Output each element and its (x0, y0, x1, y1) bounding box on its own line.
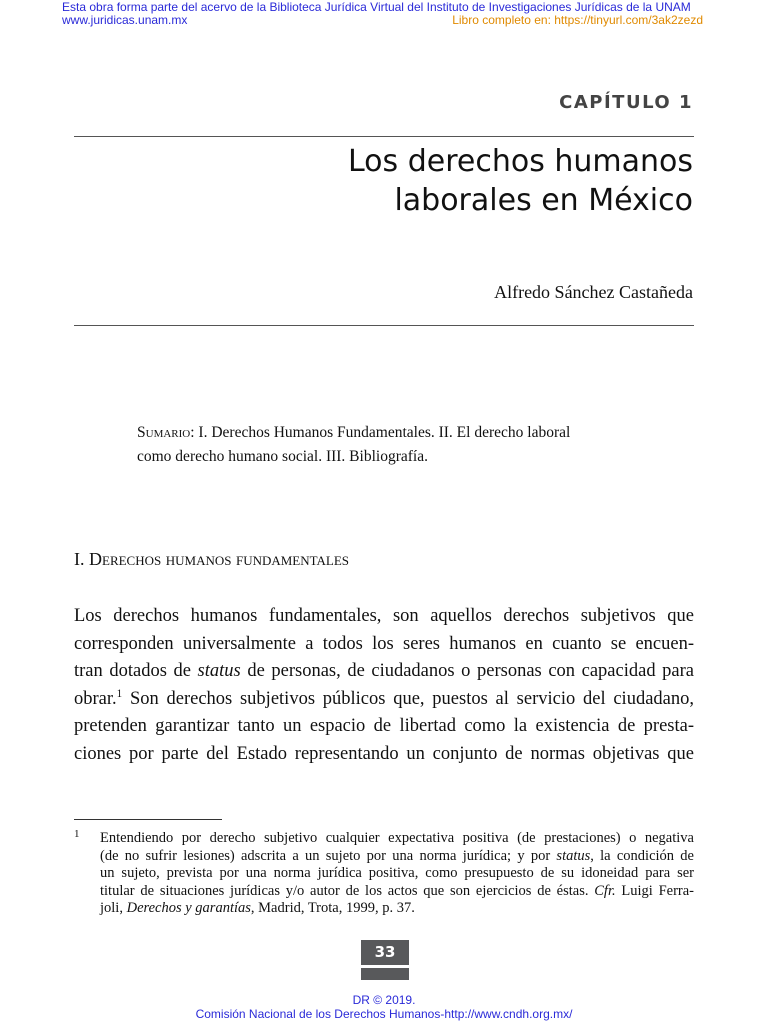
footnote-number: 1 (74, 828, 80, 840)
body-line: pretenden garantizar tanto un espacio de libertad como la existencia de presta- (74, 716, 694, 736)
body-line: ciones por parte del Estado representando un conjunto de normas objetivas que (74, 743, 694, 764)
body-line (74, 686, 694, 714)
summary-line-2: como derecho humano social. III. Bibliografía. (137, 448, 428, 465)
title-bottom-rule (74, 325, 694, 326)
footer-link[interactable]: Comisión Nacional de los Derechos Humanos-http://www.cndh.org.mx/ (195, 1007, 573, 1021)
body-text-run: de personas, de ciudadanos o personas con capacidad para (240, 661, 694, 681)
summary (137, 421, 657, 469)
footnote-italic: status (556, 847, 591, 864)
section-heading (74, 549, 349, 570)
footnote-line: Entendiendo por derecho subjetivo cualquier expectativa positiva (de prestaciones) o negativa (100, 830, 694, 846)
body-text-run: tran dotados de (74, 661, 198, 681)
body-line: Los derechos humanos fundamentales, son aquellos derechos subjetivos que (74, 606, 694, 626)
body-italic-status: status (197, 661, 241, 681)
title-top-rule (74, 136, 694, 137)
footnote-text-run: joli, (100, 900, 127, 916)
body-paragraph (74, 603, 694, 768)
footnote-italic: Derechos y garantías (126, 900, 251, 916)
author-name: Alfredo Sánchez Castañeda (494, 282, 693, 302)
page-number: 33 (374, 943, 396, 961)
footer-copyright: DR © 2019. (352, 993, 416, 1007)
chapter-title-line-1: Los derechos humanos (348, 144, 693, 179)
book-link[interactable]: Libro completo en: https://tinyurl.com/3ak2zezd (452, 13, 703, 27)
chapter-label: CAPÍTULO 1 (559, 92, 693, 113)
footnote-text-run: titular de situaciones jurídicas y/o autor de los actos que son ejercicios de éstas. (100, 882, 595, 899)
footnote-line: un sujeto, prevista por una norma jurídica positiva, como presupuesto de su idoneidad para ser (100, 865, 694, 881)
footnote-rule (74, 819, 222, 820)
summary-label: Sumario: (137, 424, 195, 441)
footnote-ref[interactable]: 1 (116, 687, 123, 700)
footnote-text (100, 830, 694, 918)
footnote-italic: Cfr. (594, 882, 616, 899)
section-title: Derechos humanos fundamentales (89, 549, 350, 569)
page-number-bar (361, 965, 409, 968)
footnote-line (100, 900, 694, 918)
summary-line-1: I. Derechos Humanos Fundamentales. II. El derecho laboral (194, 424, 571, 441)
footnote-text-run: , Madrid, Trota, 1999, p. 37. (250, 900, 415, 916)
chapter-title-line-2: laborales en México (394, 183, 693, 218)
page-number-box (361, 940, 409, 980)
body-text-run: Son derechos subjetivos públicos que, puestos al servicio del ciudadano, (122, 688, 694, 709)
body-text-run: obrar. (74, 688, 117, 709)
footnote-line (100, 848, 694, 866)
footnote-text-run: , la condición de (590, 847, 694, 864)
site-link[interactable]: www.juridicas.unam.mx (62, 13, 188, 27)
section-number: I. (74, 549, 89, 569)
body-line (74, 658, 694, 686)
footnote-line (100, 883, 694, 901)
header-notice: Esta obra forma parte del acervo de la Biblioteca Jurídica Virtual del Instituto de Investigaciones Jurídicas de la UNAM (62, 0, 691, 14)
body-line: corresponden universalmente a todos los seres humanos en cuanto se encuen- (74, 633, 694, 654)
chapter-title (193, 142, 693, 220)
footnote-text-run: (de no sufrir lesiones) adscrita a un sujeto por una norma jurídica; y por (100, 847, 557, 864)
footnote-text-run: Luigi Ferra- (615, 882, 694, 899)
